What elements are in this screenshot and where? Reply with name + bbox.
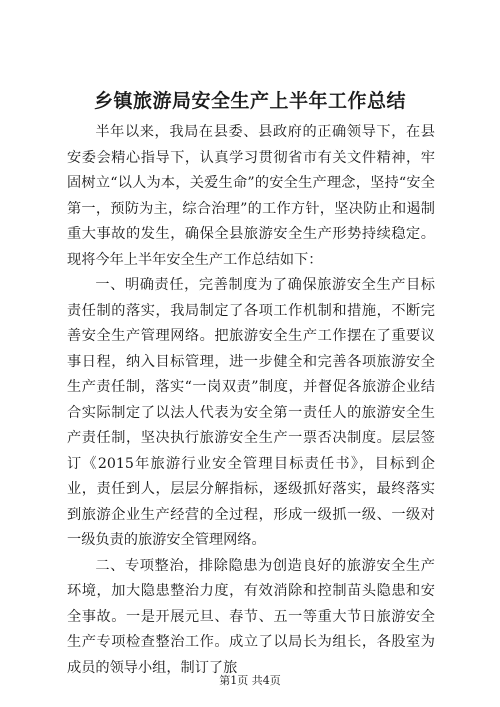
page-number-footer: 第1页 共4页 <box>219 674 281 687</box>
paragraph-intro: 半年以来，我局在县委、县政府的正确领导下，在县安委会精心指导下，认真学习贯彻省市有关文件精神，牢固树立“以人为本，关爱生命”的安全生产理念，坚持“安全第一，预防为主，综合治理”的工作方针，坚决防止和遏制重大事故的发生，确保全县旅游安全生产形势持续稳定。现将今年上半年安全生产工作总结如下： <box>67 124 435 268</box>
document-body <box>67 120 435 681</box>
paragraph-section-1: 一、明确责任，完善制度为了确保旅游安全生产目标责任制的落实，我局制定了各项工作机制和措施，不断完善安全生产管理网络。把旅游安全生产工作摆在了重要议事日程，纳入目标管理，进一步健全和完善各项旅游安全生产责任制，落实“一岗双责”制度，并督促各旅游企业结合实际制定了以法人代表为安全第一责任人的旅游安全生产责任制，坚决执行旅游安全生产一票否决制度。层层签订《2015年旅游行业安全管理目标责任书》，目标到企业，责任到人，层层分解指标，逐级抓好落实，最终落实到旅游企业生产经营的全过程，形成一级抓一级、一级对一级负责的旅游安全管理网络。 <box>67 277 435 548</box>
document-title: 乡镇旅游局安全生产上半年工作总结 <box>93 90 406 112</box>
paragraph-section-2: 二、专项整治，排除隐患为创造良好的旅游安全生产环境，加大隐患整治力度，有效消除和控制苗头隐患和安全事故。一是开展元旦、春节、五一等重大节日旅游安全生产专项检查整治工作。成立了以局长为组长，各股室为成员的领导小组，制订了旅 <box>67 557 435 676</box>
